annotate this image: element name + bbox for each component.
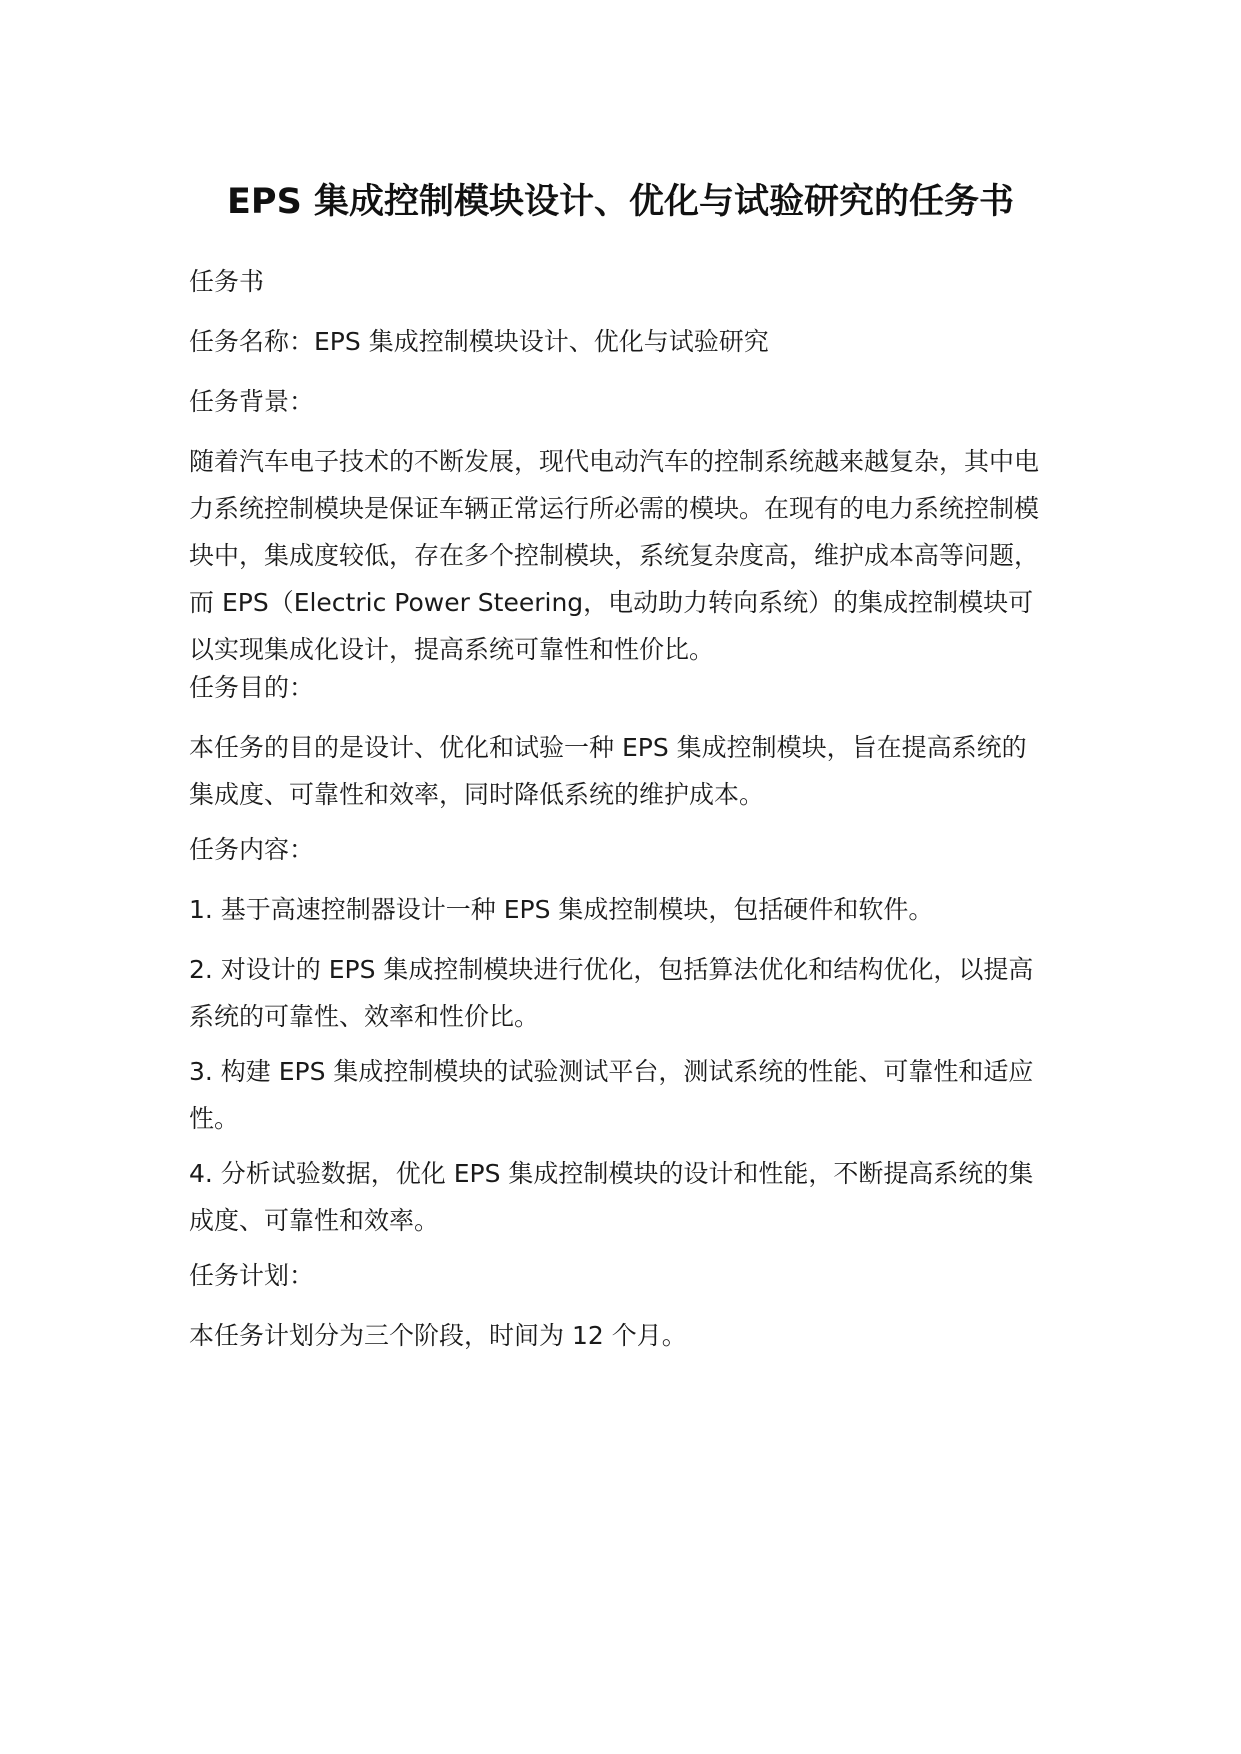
heading-plan: 任务计划：: [189, 1261, 315, 1290]
content-item-3: 3. 构建 EPS 集成控制模块的试验测试平台，测试系统的性能、可靠性和适应性。: [189, 1057, 1034, 1133]
paragraph-background: 随着汽车电子技术的不断发展，现代电动汽车的控制系统越来越复杂，其中电力系统控制模块是保证车辆正常运行所必需的模块。在现有的电力系统控制模块中，集成度较低，存在多个控制模块，系统复杂度高，维护成本高等问题，而 EPS（Electric Power Steering，电动助力转向系统）的集成控制模块可以实现集成化设计，提高系统可靠性和性价比。: [189, 447, 1040, 664]
heading-content: 任务内容：: [189, 835, 315, 864]
content-item-2: 2. 对设计的 EPS 集成控制模块进行优化，包括算法优化和结构优化，以提高系统的可靠性、效率和性价比。: [189, 955, 1034, 1031]
document-title: EPS 集成控制模块设计、优化与试验研究的任务书: [227, 182, 1014, 222]
content-item-1: 1. 基于高速控制器设计一种 EPS 集成控制模块，包括硬件和软件。: [189, 895, 934, 924]
content-item-4: 4. 分析试验数据，优化 EPS 集成控制模块的设计和性能，不断提高系统的集成度、可靠性和效率。: [189, 1159, 1034, 1235]
heading-background: 任务背景：: [189, 387, 315, 416]
heading-purpose: 任务目的：: [189, 673, 315, 702]
task-name-line: 任务名称：EPS 集成控制模块设计、优化与试验研究: [189, 327, 769, 356]
section-label-task-book: 任务书: [189, 267, 265, 296]
paragraph-plan: 本任务计划分为三个阶段，时间为 12 个月。: [189, 1321, 687, 1350]
paragraph-purpose: 本任务的目的是设计、优化和试验一种 EPS 集成控制模块，旨在提高系统的集成度、可靠性和效率，同时降低系统的维护成本。: [189, 733, 1027, 809]
